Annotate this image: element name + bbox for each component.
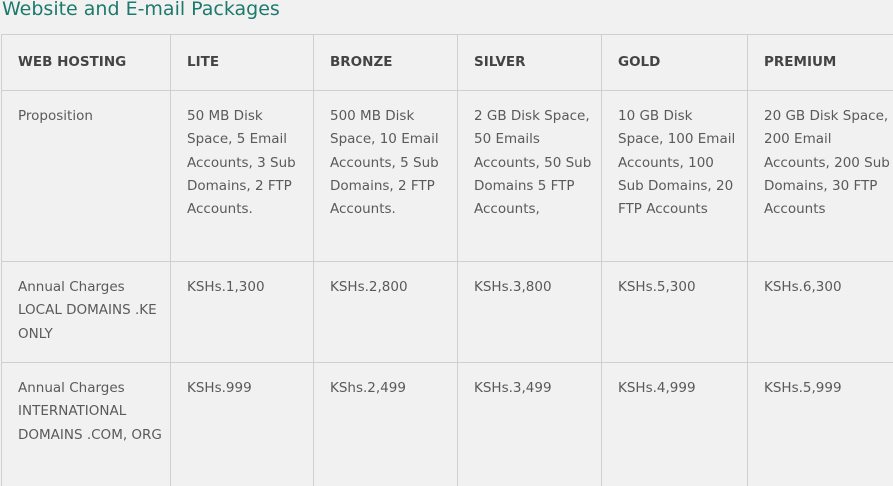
cell-text: KSHs.3,499 [474, 380, 552, 396]
cell-lite-proposition [171, 91, 314, 262]
page-title: Website and E-mail Packages [2, 0, 280, 20]
table-row [2, 262, 893, 363]
packages-table [1, 34, 893, 486]
cell-silver-proposition [458, 91, 602, 262]
cell-silver-intl-price [458, 363, 602, 486]
cell-gold-proposition [602, 91, 748, 262]
cell-bronze-proposition [314, 91, 458, 262]
cell-gold-intl-price [602, 363, 748, 486]
cell-text: KSHs.999 [187, 380, 252, 396]
row-label-proposition [2, 91, 171, 262]
row-label-text: Annual Charges INTERNATIONAL DOMAINS .COM, ORG [18, 380, 162, 443]
cell-text: KSHs.1,300 [187, 279, 265, 295]
cell-text: KSHs.5,300 [618, 279, 696, 295]
header-silver: SILVER [458, 35, 602, 91]
cell-text: 50 MB Disk Space, 5 Email Accounts, 3 Sub Domains, 2 FTP Accounts. [187, 108, 296, 218]
cell-text: KSHs.3,800 [474, 279, 552, 295]
cell-bronze-intl-price [314, 363, 458, 486]
table-header-row [2, 35, 893, 91]
cell-premium-intl-price [748, 363, 893, 486]
row-label-local-domains [2, 262, 171, 363]
row-label-text: Annual Charges LOCAL DOMAINS .KE ONLY [18, 279, 157, 342]
row-label-international-domains [2, 363, 171, 486]
cell-text: 10 GB Disk Space, 100 Email Accounts, 100 Sub Domains, 20 FTP Accounts [618, 108, 736, 218]
cell-lite-local-price [171, 262, 314, 363]
table-row [2, 91, 893, 262]
cell-premium-local-price [748, 262, 893, 363]
header-web-hosting: WEB HOSTING [2, 35, 171, 91]
cell-text: 500 MB Disk Space, 10 Email Accounts, 5 Sub Domains, 2 FTP Accounts. [330, 108, 439, 218]
cell-text: KSHs.5,999 [764, 380, 842, 396]
row-label-text: Proposition [18, 108, 93, 124]
header-lite: LITE [171, 35, 314, 91]
cell-lite-intl-price [171, 363, 314, 486]
cell-text: KSHs.2,800 [330, 279, 408, 295]
cell-premium-proposition [748, 91, 893, 262]
header-bronze: BRONZE [314, 35, 458, 91]
table-row [2, 363, 893, 486]
cell-text: 2 GB Disk Space, 50 Emails Accounts, 50 Sub Domains 5 FTP Accounts, [474, 108, 592, 218]
cell-text: 20 GB Disk Space, 200 Email Accounts, 200 Sub Domains, 30 FTP Accounts [764, 108, 890, 218]
cell-text: KSHs.6,300 [764, 279, 842, 295]
cell-text: KSHs.4,999 [618, 380, 696, 396]
cell-bronze-local-price [314, 262, 458, 363]
header-premium: PREMIUM [748, 35, 893, 91]
header-gold: GOLD [602, 35, 748, 91]
cell-text: KShs.2,499 [330, 380, 406, 396]
cell-silver-local-price [458, 262, 602, 363]
cell-gold-local-price [602, 262, 748, 363]
